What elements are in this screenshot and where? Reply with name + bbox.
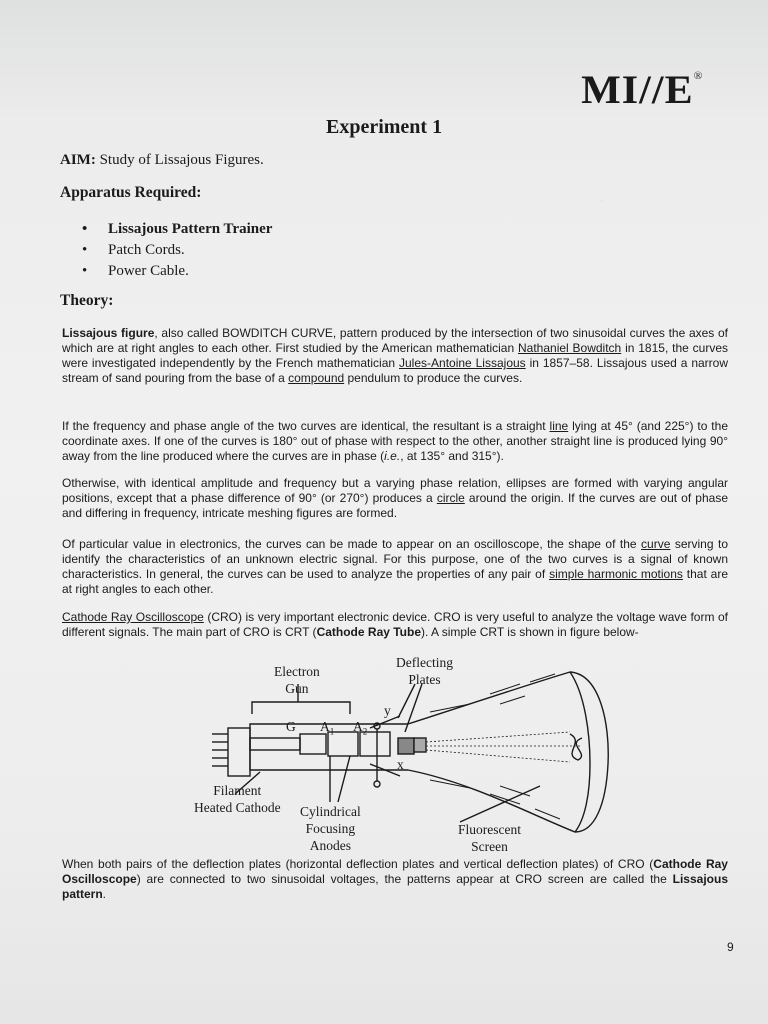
apparatus-item-trainer: Lissajous Pattern Trainer xyxy=(108,221,273,237)
link-nathaniel-bowditch[interactable]: Nathaniel Bowditch xyxy=(518,341,622,355)
aim-label: AIM: xyxy=(60,152,96,168)
paragraph-text: If the frequency and phase angle of the two curves are identical, the resultant is a straight xyxy=(62,419,550,433)
paragraph-text: lying at 45° (and 225°) to the coordinate axes. If one of the curves is 180° out of phase with respect to the other, another straight line is produced lying 90° away from the line produced where the curves are in phase ( xyxy=(62,419,728,463)
label-y: y xyxy=(384,703,391,718)
aim-line xyxy=(60,152,264,169)
label-line: Plates xyxy=(408,672,441,687)
paragraph-text: , at 135° and 315°). xyxy=(400,449,504,463)
paragraph-text: serving to identify the characteristics of an unknown electric signal. For this purpose, one of the two curves is a signal of known characteristics. In general, the curves can be used to analyze the properties of any pair of xyxy=(62,537,728,581)
paragraph-text: (CRO) is very important electronic device. CRO is very useful to analyze the voltage wave form of different signals. The main part of CRO is CRT ( xyxy=(62,610,728,639)
label-deflecting-plates xyxy=(396,654,453,688)
ie-abbrev: i.e. xyxy=(384,449,401,463)
page-title: Experiment 1 xyxy=(326,116,443,138)
paragraph-text: When both pairs of the deflection plates (horizontal deflection plates and vertical deflection plates) of CRO ( xyxy=(62,857,654,871)
paragraph-text: around the origin. If the curves are out of phase and differing in frequency, intricate meshing figures are formed. xyxy=(62,491,728,520)
label-line: Heated Cathode xyxy=(194,800,281,815)
label-line: Electron xyxy=(274,664,320,679)
label-line: Screen xyxy=(471,839,508,854)
term-cathode-ray-tube: Cathode Ray Tube xyxy=(316,625,422,639)
gun-bracket xyxy=(252,702,350,714)
label-x: x xyxy=(397,757,404,772)
link-jules-antoine-lissajous[interactable]: Jules-Antoine Lissajous xyxy=(399,356,526,370)
term-lissajous: Lissajous figure xyxy=(62,326,155,340)
label-a2-sub: 2 xyxy=(362,726,368,737)
bleed-through-text: ˇ xyxy=(600,200,604,211)
label-line: Focusing xyxy=(305,821,356,836)
apparatus-list xyxy=(82,219,272,282)
label-a1-letter: A xyxy=(320,719,330,734)
paragraph-text: Otherwise, with identical amplitude and frequency but a varying phase relation, ellipses are formed with varying angular positions, except that a phase difference of 90° (or 270°) produces a xyxy=(62,476,728,505)
paragraph-text: Of particular value in electronics, the curves can be made to appear on an oscilloscope, the shape of the xyxy=(62,537,642,551)
list-item xyxy=(82,219,272,240)
apparatus-heading: Apparatus Required: xyxy=(60,184,202,201)
apparatus-item-cords: Patch Cords. xyxy=(108,242,185,258)
theory-paragraph-4 xyxy=(62,537,728,597)
link-circle[interactable]: circle xyxy=(436,491,465,505)
label-line: Cylindrical xyxy=(300,804,361,819)
bullet-icon: • xyxy=(82,221,88,237)
link-line[interactable]: line xyxy=(549,419,569,433)
link-cathode-ray-oscilloscope[interactable]: Cathode Ray Oscilloscope xyxy=(62,610,204,624)
theory-paragraph-3 xyxy=(62,476,728,521)
label-a1 xyxy=(320,718,334,741)
paragraph-text: in 1815, the curves were investigated independently by the French mathematician xyxy=(62,341,728,370)
brand-logo xyxy=(581,66,703,113)
theory-paragraph-1 xyxy=(62,326,728,386)
link-simple-harmonic-motions[interactable]: simple harmonic motions xyxy=(549,567,683,581)
term-lissajous-pattern: Lissajous pattern xyxy=(62,872,728,901)
label-line: Fluorescent xyxy=(458,822,521,837)
paragraph-text: ). A simple CRT is shown in figure below- xyxy=(421,625,639,639)
label-line: Filament xyxy=(213,783,262,798)
paragraph-text: pendulum to produce the curves. xyxy=(344,371,523,385)
label-electron-gun xyxy=(274,663,320,697)
paragraph-text: ) are connected to two sinusoidal voltages, the patterns appear at CRO screen are called the xyxy=(136,872,673,886)
theory-paragraph-6 xyxy=(62,857,728,902)
label-a2 xyxy=(353,718,367,741)
bullet-icon: • xyxy=(82,263,88,279)
label-filament xyxy=(194,782,281,816)
paragraph-text: . xyxy=(102,887,107,901)
label-g: G xyxy=(286,719,296,734)
apparatus-item-cable: Power Cable. xyxy=(108,263,189,279)
crt-diagram xyxy=(190,654,620,858)
link-curve[interactable]: curve xyxy=(641,537,671,551)
term-cathode-ray-oscilloscope: Cathode Ray Oscilloscope xyxy=(62,857,728,886)
theory-heading: Theory: xyxy=(60,292,114,309)
list-item xyxy=(82,261,272,282)
aim-text: Study of Lissajous Figures. xyxy=(99,152,264,168)
lissajous-squiggle xyxy=(570,734,582,760)
link-compound[interactable]: compound xyxy=(288,371,345,385)
label-cylindrical-anodes xyxy=(300,803,361,854)
bullet-icon: • xyxy=(82,242,88,258)
paragraph-text: in 1857–58. Lissajous used a narrow stream of sand pouring from the base of a xyxy=(62,356,729,385)
label-a2-letter: A xyxy=(353,719,363,734)
label-line: Gun xyxy=(285,681,309,696)
label-a1-sub: 1 xyxy=(329,726,335,737)
theory-paragraph-2 xyxy=(62,419,728,464)
theory-paragraph-5 xyxy=(62,610,728,640)
page-number: 9 xyxy=(727,940,734,954)
label-line: Anodes xyxy=(309,838,351,853)
pin-block xyxy=(228,728,250,776)
list-item xyxy=(82,240,272,261)
registered-mark: ® xyxy=(693,70,704,82)
label-line: Deflecting xyxy=(396,655,453,670)
logo-text: MI//E xyxy=(581,67,694,112)
paragraph-text: that are at right angles to each other. xyxy=(62,567,729,596)
paragraph-text: , also called BOWDITCH CURVE, pattern produced by the intersection of two sinusoidal curves the axes of which are at right angles to each other. First studied by the American mathematician xyxy=(62,326,728,355)
label-fluorescent-screen xyxy=(458,821,521,855)
